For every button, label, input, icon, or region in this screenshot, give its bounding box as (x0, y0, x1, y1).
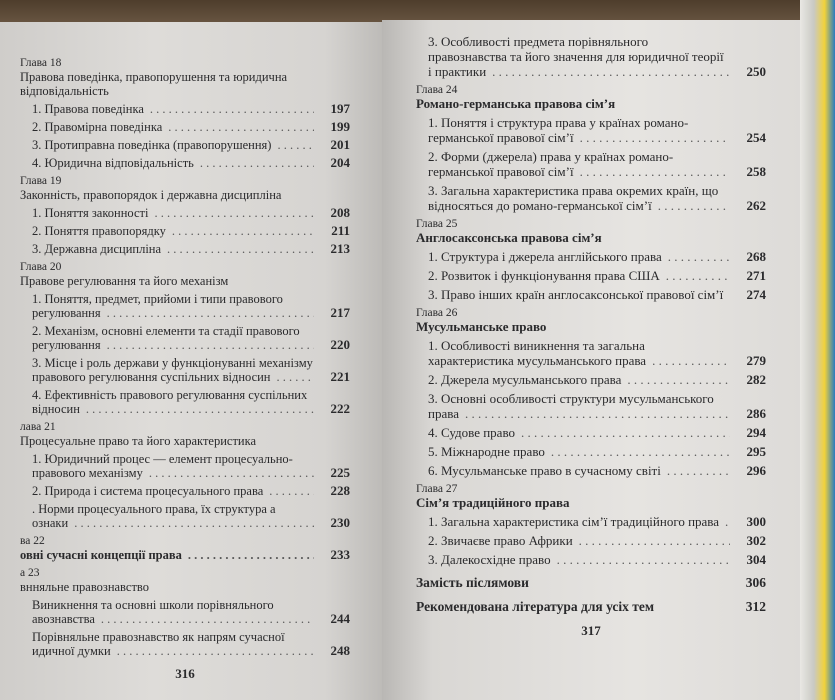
toc-entry (428, 287, 766, 302)
toc-entry (428, 115, 766, 145)
entry-page: 220 (330, 337, 350, 352)
entry-title (32, 484, 314, 498)
entry-page: 286 (746, 406, 766, 421)
chapter-section (416, 483, 766, 567)
entry-text: 2. Механізм, основні елементи та стадії правового регулювання (32, 324, 300, 352)
entry-title (32, 156, 314, 170)
entry-page: 254 (746, 130, 766, 145)
chapter-label: Глава 26 (416, 307, 458, 319)
entry-title (428, 533, 730, 548)
entry-page: 225 (330, 465, 350, 480)
chapter-title: Законність, правопорядок і державна дисципліна (20, 188, 282, 202)
entry-title (428, 287, 730, 302)
entry-title (32, 388, 314, 416)
entry-text: 4. Судове право (428, 425, 516, 440)
toc-right (416, 34, 766, 615)
chapter-section (20, 567, 350, 658)
toc-entry (32, 484, 350, 498)
chapter-title: Процесуальне право та його характеристика (20, 434, 257, 448)
entry-page: 222 (330, 401, 350, 416)
toc-entry (428, 249, 766, 264)
entry-page: 302 (746, 533, 766, 548)
toc-entry (32, 502, 350, 530)
chapter-section (416, 307, 766, 478)
entry-page: 248 (330, 643, 350, 658)
entry-text: 1. Поняття законності (32, 206, 149, 220)
entry-text: 1. Поняття, предмет, прийоми і типи правового регулювання (32, 292, 283, 320)
toc-entry (32, 324, 350, 352)
entry-title (428, 514, 730, 529)
entry-page: 201 (330, 137, 350, 152)
toc-entry (32, 242, 350, 256)
chapter-title: Правова поведінка, правопорушення та юридична відповідальність (20, 70, 288, 98)
toc-entry (428, 149, 766, 179)
entry-text: 2. Звичаєве право Африки (428, 533, 573, 548)
toc-entry (428, 425, 766, 440)
entry-title (428, 425, 730, 440)
entry-text: 1. Загальна характеристика сім’ї традиційного права (428, 514, 720, 529)
entry-text: 4. Юридична відповідальність (32, 156, 194, 170)
chapter-label: лава 21 (20, 421, 56, 433)
entry-title (428, 249, 730, 264)
chapter-section (20, 261, 350, 416)
entry-title (428, 183, 730, 213)
entry-page: 271 (746, 268, 766, 283)
entry-page: 300 (746, 514, 766, 529)
toc-entry (32, 206, 350, 220)
entry-text: 3. Далекосхідне право (428, 552, 551, 567)
entry-page: 296 (746, 463, 766, 478)
entry-page: 217 (330, 305, 350, 320)
entry-title (428, 338, 730, 368)
entry-title (32, 324, 314, 352)
chapter-section (20, 421, 350, 530)
entry-page: 282 (746, 372, 766, 387)
left-page (0, 22, 382, 700)
chapter-label: ва 22 (20, 535, 45, 547)
entry-title (32, 452, 314, 480)
chapter-label: Глава 18 (20, 57, 62, 69)
toc-entry (32, 224, 350, 238)
entry-page: 250 (746, 64, 766, 79)
book-edge (800, 0, 835, 700)
entry-page: 244 (330, 611, 350, 626)
toc-entry (32, 388, 350, 416)
left-page-content (20, 52, 350, 682)
entry-text: 1. Юридичний процес — елемент процесуально-правового механізму (32, 452, 293, 480)
entry-title (32, 242, 314, 256)
entry-text: 3. Особливості предмета порівняльного правознавства та його значення для юридичної теорії і практики (428, 34, 724, 79)
chapter-label: Глава 24 (416, 84, 458, 96)
chapter-title: Англосаксонська правова сім’я (416, 230, 602, 245)
chapter-label: Глава 27 (416, 483, 458, 495)
entry-text: 2. Природа і система процесуального права (32, 484, 264, 498)
entry-text: 3. Право інших країн англосаксонської правової сім’ї (428, 287, 724, 302)
chapter-label: Глава 19 (20, 175, 62, 187)
entry-text: . Норми процесуального права, їх структура а ознаки (32, 502, 276, 530)
chapter-label: Глава 20 (20, 261, 62, 273)
toc-entry (32, 292, 350, 320)
toc-final-entry (416, 599, 766, 615)
entry-page: 213 (330, 241, 350, 256)
entry-title (428, 149, 730, 179)
entry-text: 3. Основні особливості структури мусульманського права (428, 391, 714, 421)
toc-entry (428, 463, 766, 478)
toc-entry (428, 391, 766, 421)
entry-page: 304 (746, 552, 766, 567)
entry-text: 2. Джерела мусульманського права (428, 372, 622, 387)
toc-entry (428, 514, 766, 529)
toc-entry (428, 34, 766, 79)
entry-text: 2. Поняття правопорядку (32, 224, 166, 238)
entry-title (428, 444, 730, 459)
entry-page: 208 (330, 205, 350, 220)
entry-title (428, 34, 730, 79)
chapter-section (20, 535, 350, 562)
entry-title (428, 268, 730, 283)
entry-text: 6. Мусульманське право в сучасному світі (428, 463, 661, 478)
entry-page: 274 (746, 287, 766, 302)
toc-entry (32, 138, 350, 152)
chapter-label: Глава 25 (416, 218, 458, 230)
entry-text: Рекомендована література для усіх тем (416, 599, 655, 614)
entry-page: 230 (330, 515, 350, 530)
chapter-label: а 23 (20, 567, 40, 579)
entry-title (32, 206, 314, 220)
chapter-title: Романо-германська правова сім’я (416, 96, 616, 111)
toc-final-entry (416, 575, 766, 591)
chapter-section (20, 175, 350, 256)
entry-text: 2. Форми (джерела) права у країнах романо-германської правової сім’ї (428, 149, 674, 179)
entry-title (428, 463, 730, 478)
toc-entry (32, 598, 350, 626)
entry-text: 3. Державна дисципліна (32, 242, 162, 256)
toc-entry (428, 444, 766, 459)
chapter-title (20, 548, 350, 562)
entry-page: 228 (330, 483, 350, 498)
entry-title (32, 502, 314, 530)
toc-entry (32, 356, 350, 384)
chapter-section (416, 218, 766, 302)
toc-entry (428, 552, 766, 567)
toc-entry (428, 268, 766, 283)
entry-title (32, 292, 314, 320)
chapter-section (416, 84, 766, 213)
entry-text: 1. Правова поведінка (32, 102, 144, 116)
page-number: 317 (581, 623, 601, 638)
entry-title (32, 356, 314, 384)
entry-text: Порівняльне правознавство як напрям сучасної идичної думки (32, 630, 285, 658)
entry-text: 2. Розвиток і функціонування права США (428, 268, 660, 283)
entry-title (428, 552, 730, 567)
entry-page: 279 (746, 353, 766, 368)
entry-text: 4. Ефективність правового регулювання суспільних відносин (32, 388, 308, 416)
toc-entry (428, 533, 766, 548)
entry-page: 211 (331, 223, 350, 238)
entry-page: 258 (746, 164, 766, 179)
entry-title (32, 598, 314, 626)
entry-text: 1. Поняття і структура права у країнах романо-германської правової сім’ї (428, 115, 689, 145)
entry-page: 295 (746, 444, 766, 459)
entry-title (428, 391, 730, 421)
chapter-title: Правове регулювання та його механізм (20, 274, 229, 288)
entry-page: 268 (746, 249, 766, 264)
chapter-section (20, 57, 350, 170)
chapter-title-text (20, 548, 314, 562)
entry-page: 262 (746, 198, 766, 213)
entry-page: 306 (745, 575, 766, 590)
toc-entry (32, 102, 350, 116)
toc-entry (428, 372, 766, 387)
toc-left (20, 57, 350, 658)
right-page-content (416, 34, 766, 639)
entry-page: 199 (330, 119, 350, 134)
entry-text: Замість післямови (416, 575, 529, 590)
toc-entry (428, 183, 766, 213)
chapter-title: Мусульманське право (416, 319, 547, 334)
toc-entry (32, 156, 350, 170)
entry-page: 221 (330, 369, 350, 384)
title-text: овні сучасні концепції права (20, 548, 182, 562)
entry-page: 294 (746, 425, 766, 440)
entry-text: 3. Протиправна поведінка (правопорушення) (32, 138, 272, 152)
entry-page: 204 (330, 155, 350, 170)
entry-page: 233 (330, 547, 350, 562)
right-page (382, 20, 802, 700)
entry-title (32, 102, 314, 116)
entry-text: 3. Загальна характеристика права окремих країн, що відносяться до романо-германської сім’ї (428, 183, 719, 213)
entry-title (32, 138, 314, 152)
toc-entry (428, 338, 766, 368)
entry-title (32, 630, 314, 658)
entry-title (32, 120, 314, 134)
chapter-title: Сім’я традиційного права (416, 495, 570, 510)
entry-text: 5. Міжнародне право (428, 444, 545, 459)
entry-title (428, 115, 730, 145)
entry-text: 3. Місце і роль держави у функціонуванні механізму правового регулювання суспільних відносин (32, 356, 313, 384)
toc-entry (32, 630, 350, 658)
entry-text: 1. Структура і джерела англійського права (428, 249, 662, 264)
chapter-title: внняльне правознавство (20, 580, 149, 594)
entry-page: 197 (330, 101, 350, 116)
toc-entry (32, 120, 350, 134)
entry-title (428, 372, 730, 387)
entry-text: 1. Особливості виникнення та загальна характеристика мусульманського права (428, 338, 647, 368)
entry-title (32, 224, 314, 238)
entry-page: 312 (745, 599, 766, 614)
entry-text: 2. Правомірна поведінка (32, 120, 163, 134)
entry-text: Виникнення та основні школи порівняльного авознавства (32, 598, 274, 626)
page-number: 316 (175, 666, 195, 681)
toc-entry (32, 452, 350, 480)
